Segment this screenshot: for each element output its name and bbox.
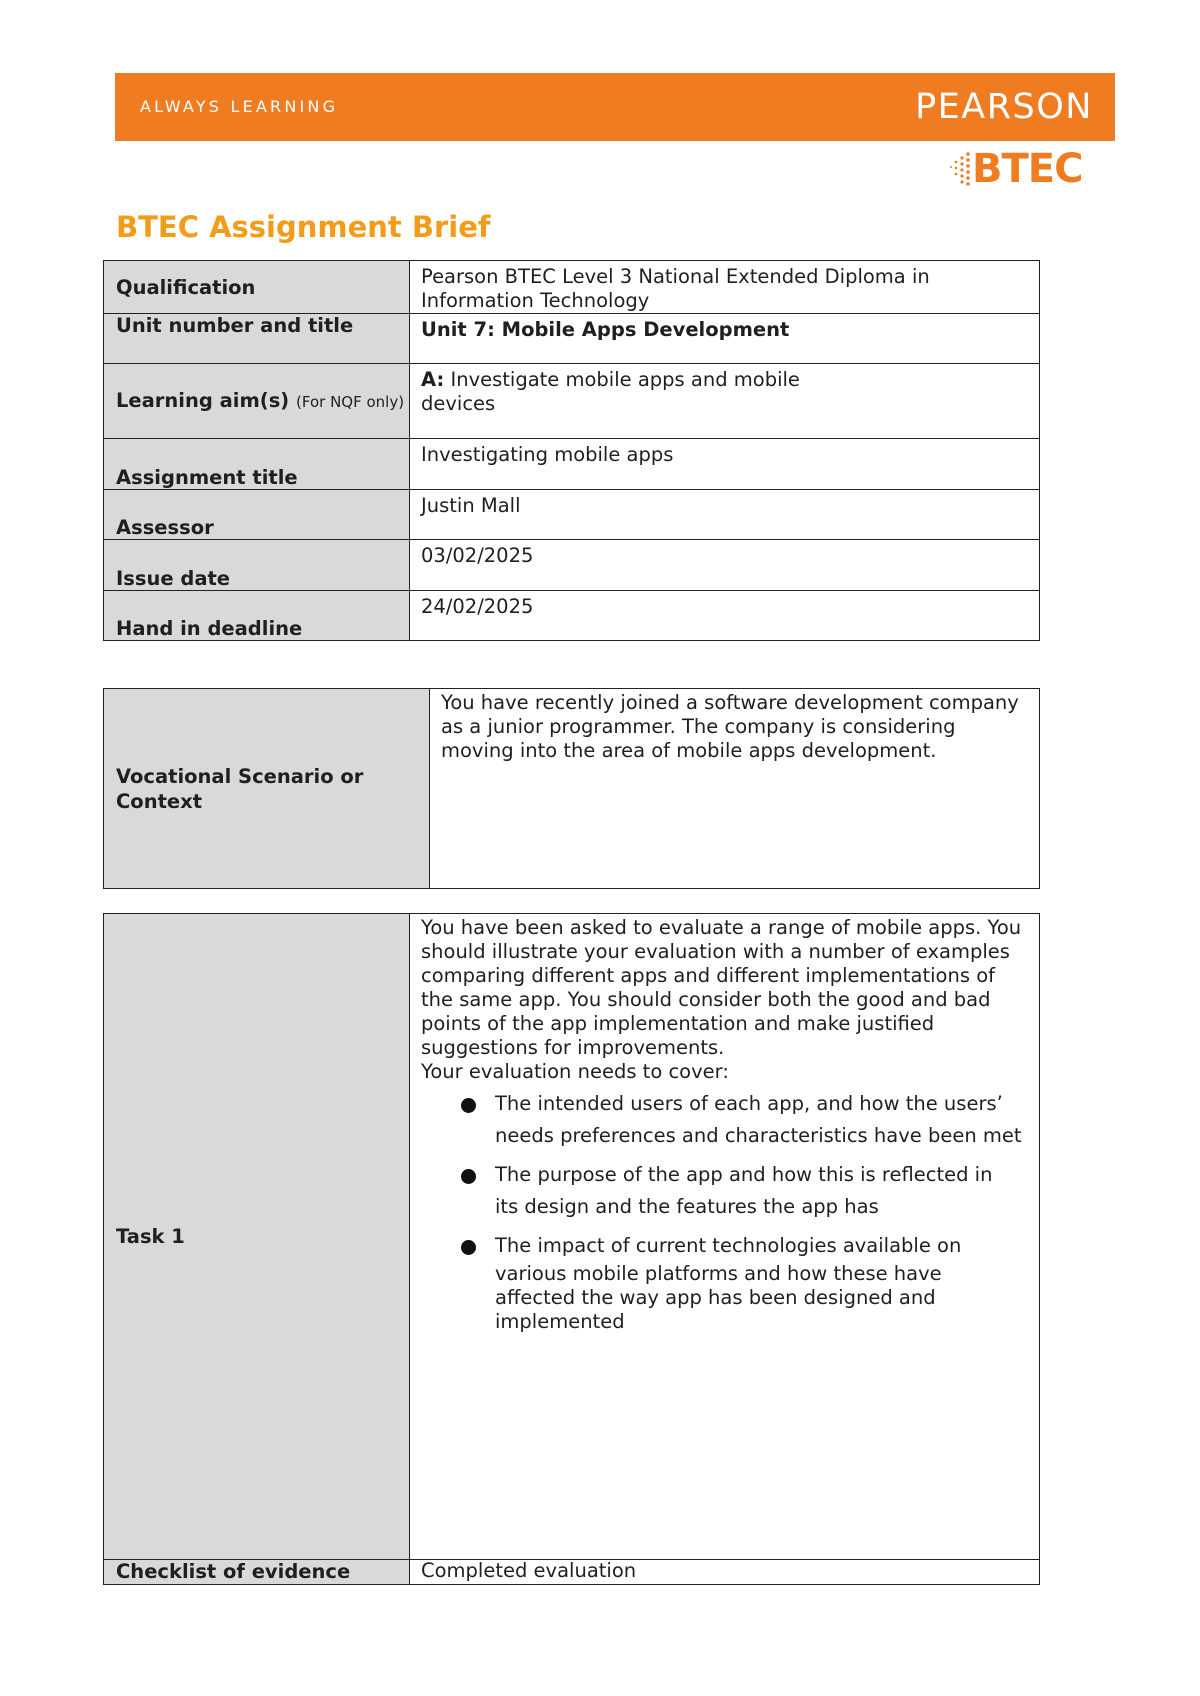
learning-aims-value — [410, 364, 1040, 439]
scenario-table — [103, 688, 1040, 889]
issue-date-value: 03/02/2025 — [410, 540, 1040, 591]
bullet-rest: needs preferences and characteristics have been met — [495, 1124, 1022, 1147]
learning-aims-label-text: Learning aim(s) — [116, 388, 290, 412]
deadline-label: Hand in deadline — [104, 591, 410, 641]
assessor-label: Assessor — [104, 490, 410, 540]
list-item — [461, 1159, 1029, 1223]
bullet-icon — [461, 1240, 476, 1255]
tagline: ALWAYS LEARNING — [140, 97, 339, 116]
qualification-label: Qualification — [104, 261, 410, 314]
assessor-value: Justin Mall — [410, 490, 1040, 540]
assignment-details-table — [103, 260, 1040, 641]
btec-logo-text: BTEC — [972, 146, 1083, 192]
table-row — [104, 591, 1040, 641]
table-row — [104, 490, 1040, 540]
assignment-title-value: Investigating mobile apps — [410, 439, 1040, 490]
bullet-icon — [461, 1098, 476, 1113]
table-row — [104, 314, 1040, 364]
list-item — [461, 1230, 1029, 1334]
pearson-logo: PEARSON — [915, 87, 1093, 127]
task-intro: You have been asked to evaluate a range of mobile apps. You should illustrate your evaluation with a number of examples comparing different apps and different implementations of the same app. You should consider both the good and bad points of the app implementation and make justified suggestions for improvements. — [421, 916, 1022, 1059]
table-row — [104, 689, 1040, 889]
document-title: BTEC Assignment Brief — [116, 210, 491, 244]
bullet-rest: various mobile platforms and how these have affected the way app has been designed and implemented — [495, 1262, 942, 1333]
table-row — [104, 914, 1040, 1560]
bullet-first-line: The intended users of each app, and how the users’ — [495, 1092, 1003, 1115]
table-row — [104, 364, 1040, 439]
table-row — [104, 540, 1040, 591]
unit-value: Unit 7: Mobile Apps Development — [410, 314, 1040, 364]
task-label: Task 1 — [104, 914, 410, 1560]
learning-aim-text: Investigate mobile apps and mobile devices — [421, 368, 800, 415]
task-bullet-list — [421, 1088, 1029, 1334]
scenario-label: Vocational Scenario or Context — [104, 689, 430, 889]
dot-pattern-icon — [948, 150, 972, 186]
list-item — [461, 1088, 1029, 1152]
header-banner — [115, 73, 1115, 141]
bullet-icon — [461, 1169, 476, 1184]
task-content — [410, 914, 1040, 1560]
bullet-first-line: The purpose of the app and how this is reflected in — [495, 1163, 993, 1186]
unit-label: Unit number and title — [104, 314, 410, 364]
qualification-value: Pearson BTEC Level 3 National Extended Diploma in Information Technology — [410, 261, 1040, 314]
bullet-rest: its design and the features the app has — [495, 1195, 879, 1218]
issue-date-label: Issue date — [104, 540, 410, 591]
task-cover-line: Your evaluation needs to cover: — [421, 1060, 729, 1083]
learning-aims-label — [104, 364, 410, 439]
learning-aim-letter: A: — [421, 368, 445, 391]
table-row — [104, 439, 1040, 490]
bullet-first-line: The impact of current technologies available on — [495, 1234, 962, 1257]
table-row — [104, 1560, 1040, 1585]
checklist-label: Checklist of evidence — [104, 1560, 410, 1585]
task-table — [103, 913, 1040, 1585]
checklist-value: Completed evaluation — [410, 1560, 1040, 1585]
deadline-value: 24/02/2025 — [410, 591, 1040, 641]
btec-logo — [948, 146, 1098, 192]
learning-aims-note: (For NQF only) — [296, 392, 405, 411]
assignment-title-label: Assignment title — [104, 439, 410, 490]
table-row — [104, 261, 1040, 314]
scenario-text: You have recently joined a software development company as a junior programmer. The company is considering moving into the area of mobile apps development. — [430, 689, 1040, 889]
